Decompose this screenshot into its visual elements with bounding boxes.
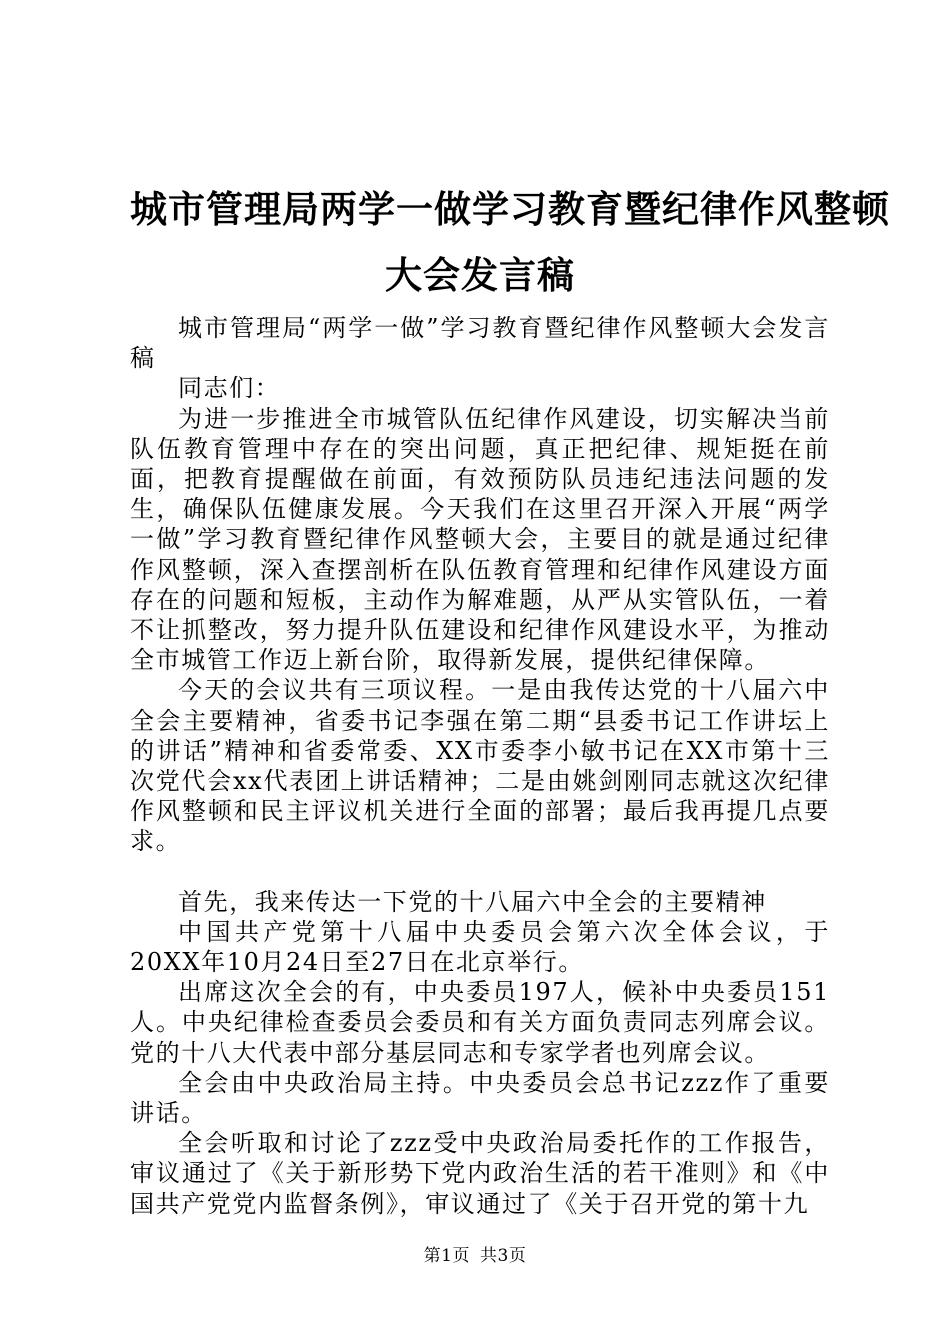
page-total: 共3页 xyxy=(480,1246,527,1266)
page-footer xyxy=(0,1241,950,1266)
paragraph: 今天的会议共有三项议程。一是由我传达党的十八届六中全会主要精神，省委书记李强在第二期“县委书记工作讲坛上的讲话”精神和省委常委、XX市委李小敏书记在XX市第十三次党代会xx代表团上讲话精神；二是由姚剑刚同志就这次纪律作风整顿和民主评议机关进行全面的部署；最后我再提几点要求。 xyxy=(130,676,830,856)
document-title xyxy=(130,177,890,309)
title-line-2: 大会发言稿 xyxy=(385,254,575,297)
paragraph-heading: 城市管理局“两学一做”学习教育暨纪律作风整顿大会发言稿 xyxy=(130,314,830,373)
paragraph: 中国共产党第十八届中央委员会第六次全体会议，于20XX年10月24日至27日在北京举行。 xyxy=(130,917,830,977)
paragraph: 全会由中央政治局主持。中央委员会总书记zzz作了重要讲话。 xyxy=(130,1068,830,1128)
paragraph: 出席这次全会的有，中央委员197人，候补中央委员151人。中央纪律检查委员会委员和有关方面负责同志列席会议。党的十八大代表中部分基层同志和专家学者也列席会议。 xyxy=(130,978,830,1067)
document-body xyxy=(130,313,830,1219)
paragraph-salutation: 同志们： xyxy=(178,374,281,403)
document-page xyxy=(130,0,890,1219)
page-number: 第1页 xyxy=(423,1246,470,1266)
paragraph: 为进一步推进全市城管队伍纪律作风建设，切实解决当前队伍教育管理中存在的突出问题，真正把纪律、规矩挺在前面，把教育提醒做在前面，有效预防队员违纪违法问题的发生，确保队伍健康发展。今天我们在这里召开深入开展“两学一做”学习教育暨纪律作风整顿大会，主要目的就是通过纪律作风整顿，深入查摆剖析在队伍教育管理和纪律作风建设方面存在的问题和短板，主动作为解难题，从严从实管队伍，一着不让抓整改，努力提升队伍建设和纪律作风建设水平，为推动全市城管工作迈上新台阶，取得新发展，提供纪律保障。 xyxy=(130,404,830,675)
paragraph: 首先，我来传达一下党的十八届六中全会的主要精神 xyxy=(178,887,767,916)
title-line-1: 城市管理局两学一做学习教育暨纪律作风整顿 xyxy=(130,188,890,231)
paragraph: 全会听取和讨论了zzz受中央政治局委托作的工作报告，审议通过了《关于新形势下党内政治生活的若干准则》和《中国共产党党内监督条例》，审议通过了《关于召开党的第十九 xyxy=(130,1129,830,1218)
